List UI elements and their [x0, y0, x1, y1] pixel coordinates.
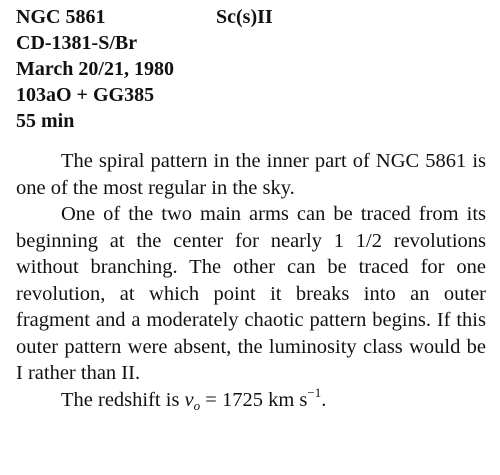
paragraph-spiral-pattern: The spiral pattern in the inner part of NGC 5861 is one of the most regular in the sky.: [16, 150, 486, 199]
velocity-subscript: o: [193, 397, 201, 413]
observation-date: March 20/21, 1980: [16, 58, 174, 80]
redshift-value: = 1725 km s: [200, 388, 308, 411]
velocity-symbol: v: [184, 388, 194, 411]
plate-id: CD-1381-S/Br: [16, 32, 138, 54]
plate-header: [16, 4, 486, 134]
object-name: NGC 5861: [16, 6, 106, 28]
redshift-prefix: The redshift is: [61, 388, 185, 411]
paragraph-main-arms: One of the two main arms can be traced from its beginning at the center for nearly 1 1/2 revolutions without branching. The other can be traced for one revolution, at which point it breaks into an outer fragment and a moderately chaotic pattern begins. If this outer pattern were absent, the luminosity class would be I rather than II.: [16, 203, 486, 384]
unit-exponent: −1: [307, 384, 322, 400]
description-text: [16, 148, 486, 413]
emulsion-filter: 103aO + GG385: [16, 84, 155, 106]
redshift-suffix: .: [321, 388, 327, 411]
galaxy-classification: Sc(s)II: [216, 6, 273, 28]
exposure-time: 55 min: [16, 110, 75, 132]
header-row-object: [16, 4, 486, 30]
paragraph-redshift: [16, 384, 486, 414]
